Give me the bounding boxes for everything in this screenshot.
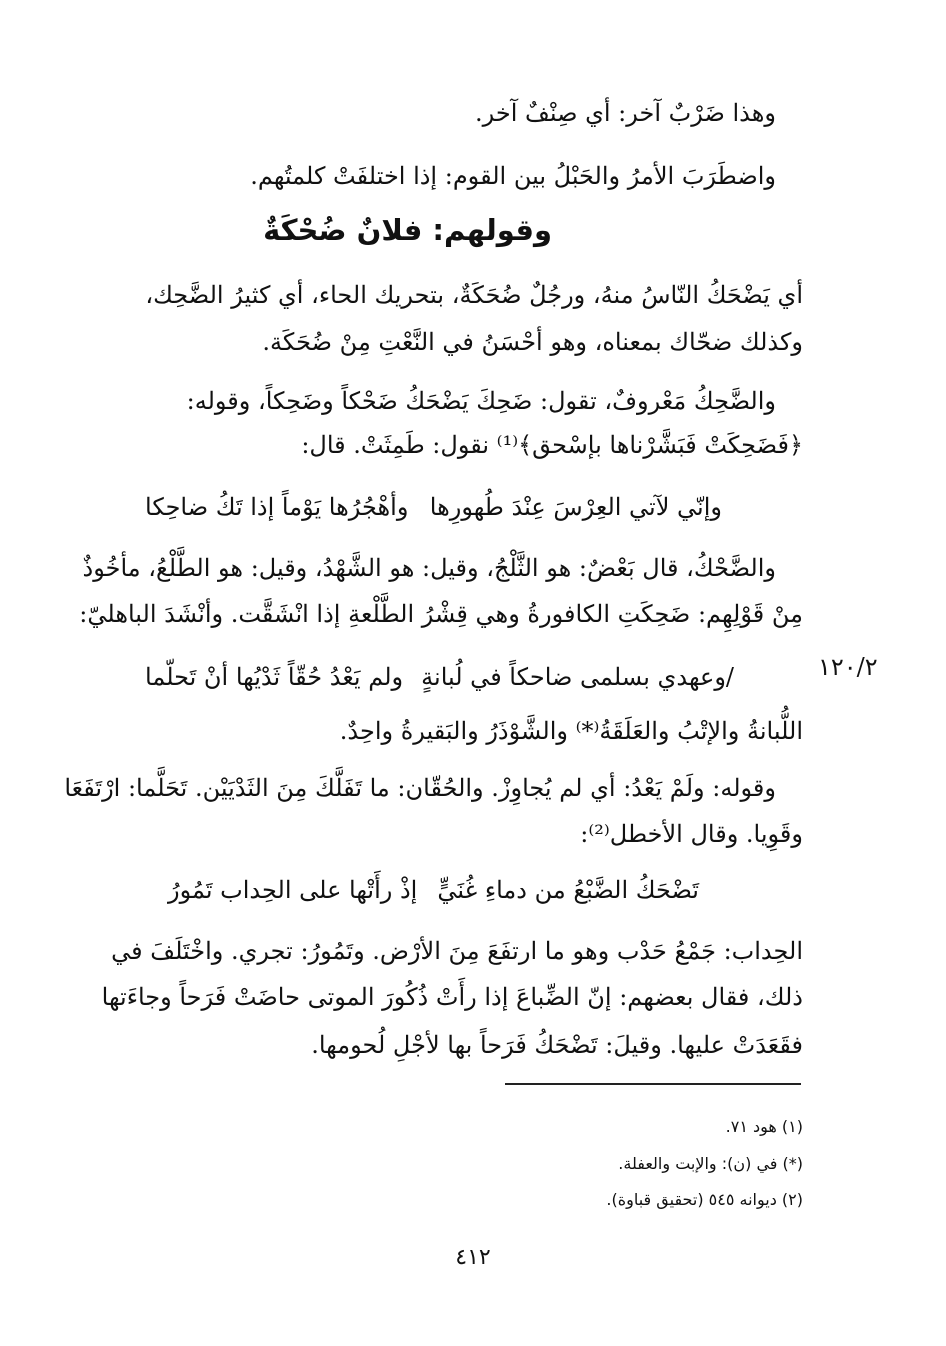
footnote-separator <box>505 1083 801 1085</box>
text-line: مِنْ قَوْلِهِم: ضَحِكَتِ الكافورةُ وهي قِشْرُ الطَّلْعةِ إذا انْشَقَّت. وأنْشَدَ الباهليّ: <box>79 600 803 628</box>
verse-hemistich-first: /وعهدي بسلمى ضاحكاً في لُبانةٍ <box>421 663 734 691</box>
verse-hemistich-second: إذْ رأَتْها على الحِداب تَمُورُ <box>168 876 418 904</box>
verse-hemistich-first: تَضْحَكُ الضَّبْعُ من دماءِ غُنَيٍّ <box>437 876 699 904</box>
verse-hemistich-second: وأهْجُرُها يَوْماً إذا تَكُ ضاحِكا <box>145 493 409 521</box>
text-line: ذلك، فقال بعضهم: إنّ الضِّباعَ إذا رأَتْ ذُكُورَ الموتى حاضَتْ فَرَحاً وجاءَتها <box>101 983 803 1011</box>
text-line: ﴿فَضَحِكَتْ فَبَشَّرْناها بإسْحق﴾⁽¹⁾ نقول: طَمِثَتْ. قال: <box>301 431 803 459</box>
text-line: وكذلك ضحّاك بمعناه، وهو أحْسَنُ في النَّعْتِ مِنْ ضُحَكَة. <box>262 328 803 356</box>
verse-hemistich-second: ولم يَعْدُ حُقّاً ثَدْيُها أنْ تَحلّما <box>145 663 404 691</box>
section-heading: وقولهم: فلانٌ ضُحْكَةٌ <box>263 213 552 247</box>
footnote: (*) في (ن): والإبت والعفلة. <box>618 1154 803 1173</box>
text-line: الحِداب: جَمْعُ حَدْب وهو ما ارتفَعَ مِنَ الأرْض. وتَمُورُ: تجري. واخْتَلَفَ في <box>111 937 803 965</box>
text-line: وقوله: ولَمْ يَعْدُ: أي لم يُجاوِزْ. والحُقّان: ما تَفَلَّكَ مِنَ الثَدْيَيْن. تَحَلَّما: ارْتَفَعَا <box>64 774 776 802</box>
text-line: اللُّبانةُ والإتْبُ والعَلَقَةُ⁽*⁾ والشَّوْذَرُ والبَقيرةُ واحِدٌ. <box>339 717 803 745</box>
text-line: وقَوِيا. وقال الأخطل⁽²⁾: <box>580 820 803 848</box>
text-line: والضَّحْكُ، قال بَعْضٌ: هو الثَّلْجُ، وقيل: هو الشَّهْدُ، وقيل: هو الطَّلْعُ، مأخُوذٌ <box>82 554 776 582</box>
footnote: (٢) ديوانه ٥٤٥ (تحقيق قباوة). <box>606 1190 803 1209</box>
text-line: أي يَضْحَكُ النّاسُ منهُ، ورجُلٌ ضُحَكَةٌ، بتحريك الحاء، أي كثيرُ الضَّحِك، <box>145 281 803 309</box>
footnote: (١) هود ٧١. <box>725 1117 803 1136</box>
margin-reference: ١٢٠/٢ <box>818 653 878 681</box>
text-line: والضَّحِكُ مَعْروفٌ، تقول: ضَحِكَ يَضْحَكُ ضَحْكاً وضَحِكاً، وقوله: <box>186 387 776 415</box>
text-line: واضطَرَبَ الأمرُ والحَبْلُ بين القوم: إذا اختلفَتْ كلمتُهم. <box>250 162 776 190</box>
text-line: فقَعَدَتْ عليها. وقيلَ: تَضْحَكُ فَرَحاً بها لأجْلِ لُحومها. <box>311 1031 803 1059</box>
page-number: ٤١٢ <box>455 1245 491 1270</box>
verse-hemistich-first: وإنّي لآتي العِرْسَ عِنْدَ طُهورِها <box>429 493 722 521</box>
text-line: وهذا ضَرْبٌ آخر: أي صِنْفٌ آخر. <box>475 99 776 127</box>
